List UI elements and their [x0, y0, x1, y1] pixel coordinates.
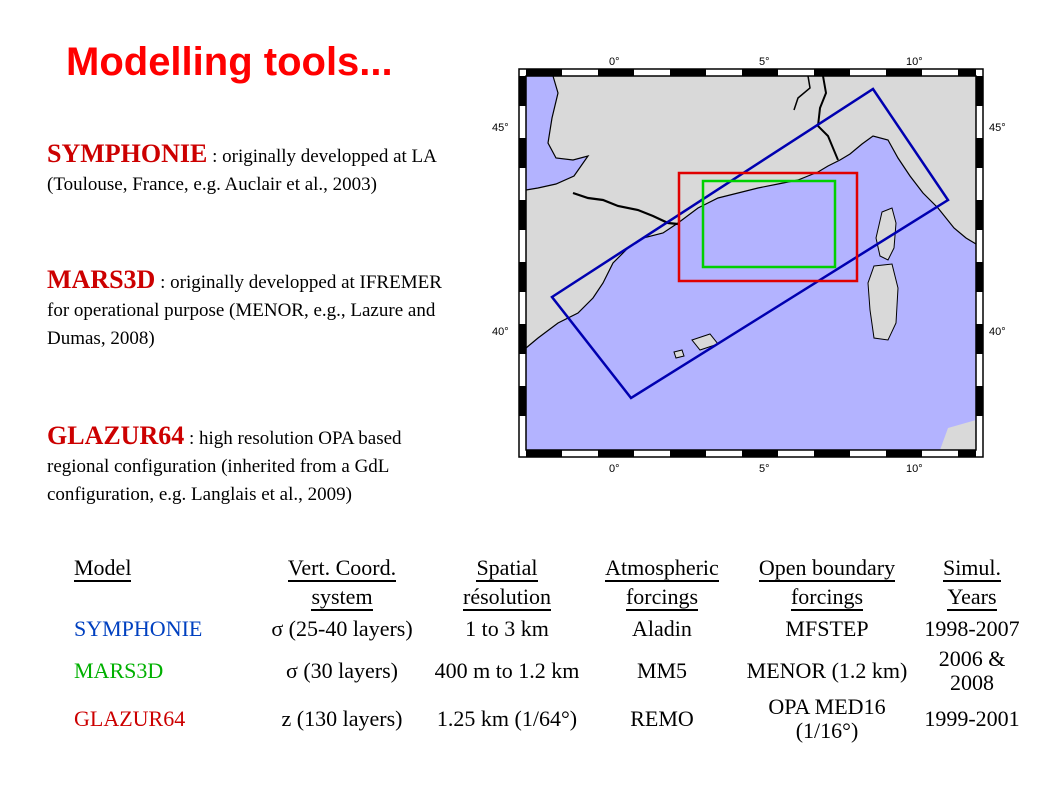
cell-obc: MENOR (1.2 km) [746, 658, 908, 683]
glazur64-text: : high resolution OPA based regional configuration (inherited from a GdL configuration, e.g. Langlais et al., 2009) [47, 428, 402, 505]
cell-obc: MFSTEP [785, 616, 869, 641]
map-top-label-0: 0° [609, 56, 620, 68]
map-bottom-label-5: 5° [759, 463, 770, 475]
table-header-row [74, 553, 1027, 611]
cell-model: SYMPHONIE [74, 616, 203, 641]
header-open-boundary: Open boundary forcings [758, 555, 896, 609]
cell-atm: Aladin [632, 616, 692, 641]
cell-res: 1.25 km (1/64°) [436, 706, 578, 731]
symphonie-description [47, 140, 447, 199]
map-bottom-label-10: 10° [906, 463, 923, 475]
page-title: Modelling tools... [66, 40, 393, 84]
cell-model: MARS3D [74, 658, 164, 683]
cell-vert: σ (30 layers) [285, 658, 399, 683]
map-left-label-45: 45° [492, 122, 509, 134]
header-simul: Simul. Years [942, 555, 1002, 609]
cell-vert: z (130 layers) [281, 706, 403, 731]
mars3d-description [47, 266, 447, 353]
map-ibiza [674, 350, 684, 358]
cell-years: 1998-2007 [924, 616, 1020, 641]
mars3d-text: : originally developped at IFREMER for operational purpose (MENOR, e.g., Lazure and Dumas, 2008) [47, 272, 442, 349]
map-left-label-40: 40° [492, 326, 509, 338]
table-row [74, 695, 1027, 743]
cell-atm: MM5 [636, 658, 688, 683]
header-vert-coord: Vert. Coord. system [287, 555, 397, 609]
models-table [74, 553, 1027, 743]
cell-res: 1 to 3 km [465, 616, 549, 641]
cell-years: 1999-2001 [924, 706, 1020, 731]
cell-model: GLAZUR64 [74, 706, 186, 731]
map-bottom-label-0: 0° [609, 463, 620, 475]
map-top-label-5: 5° [759, 56, 770, 68]
glazur64-description [47, 422, 447, 509]
map-right-label-40: 40° [989, 326, 1006, 338]
header-spatial: Spatial résolution [463, 555, 551, 609]
map-top-label-10: 10° [906, 56, 923, 68]
symphonie-text: : originally developped at LA (Toulouse, France, e.g. Auclair et al., 2003) [47, 146, 436, 195]
cell-vert: σ (25-40 layers) [271, 616, 413, 641]
cell-res: 400 m to 1.2 km [434, 658, 580, 683]
header-model: Model [74, 555, 132, 580]
table-row [74, 611, 1027, 647]
cell-obc: OPA MED16 (1/16°) [768, 694, 886, 743]
map-right-label-45: 45° [989, 122, 1006, 134]
cell-years: 2006 & 2008 [938, 646, 1006, 695]
cell-atm: REMO [630, 706, 694, 731]
symphonie-name: SYMPHONIE [47, 139, 208, 168]
header-atmospheric: Atmospheric forcings [605, 555, 719, 609]
domain-map [478, 48, 1008, 478]
map-sardinia [868, 264, 898, 340]
table-row [74, 647, 1027, 695]
mars3d-name: MARS3D [47, 265, 156, 294]
glazur64-name: GLAZUR64 [47, 421, 185, 450]
